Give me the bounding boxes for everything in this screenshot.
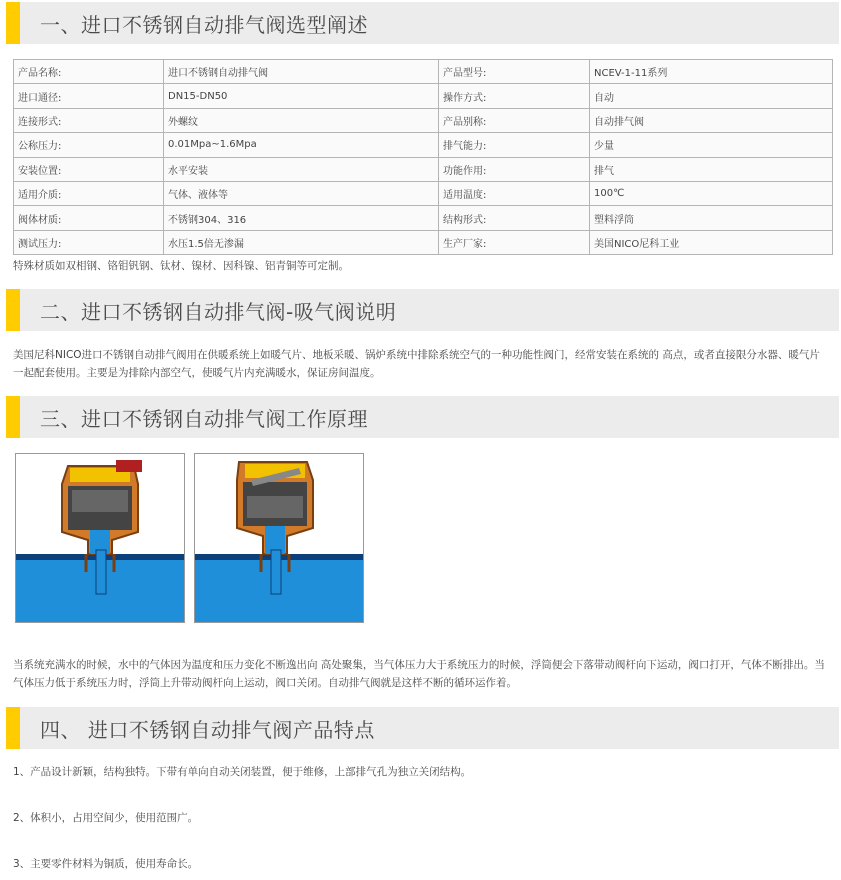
- valve-diagram-closed: [15, 453, 185, 623]
- table-row: [14, 108, 833, 132]
- spec-value-cell: 进口不锈钢自动排气阀: [164, 60, 439, 84]
- spec-label-cell: 连接形式:: [14, 108, 164, 132]
- section-header-description: [6, 289, 839, 331]
- spec-value-cell: 外螺纹: [164, 108, 439, 132]
- spec-label-cell: 测试压力:: [14, 230, 164, 254]
- spec-label-cell: 产品型号:: [439, 60, 590, 84]
- spec-value-cell: 少量: [590, 133, 833, 157]
- table-row: [14, 133, 833, 157]
- description-paragraph: 美国尼科NICO进口不锈钢自动排气阀用在供暖系统上如暖气片、地板采暖、锅炉系统中排除系统空气的一种功能性阀门，经常安装在系统的 高点，或者直接限分水器、暖气片一起配套使用。主要是为排除内部空气，使暖气片内充满暖水，保证房间温度。: [13, 349, 820, 379]
- table-row: [14, 157, 833, 181]
- spec-value-cell: NCEV-1-11系列: [590, 60, 833, 84]
- accent-bar: [6, 396, 20, 438]
- table-row: [14, 181, 833, 205]
- spec-label-cell: 适用介质:: [14, 181, 164, 205]
- accent-bar: [6, 2, 20, 44]
- spec-label-cell: 排气能力:: [439, 133, 590, 157]
- spec-value-cell: 0.01Mpa~1.6Mpa: [164, 133, 439, 157]
- feature-item: 2、体积小，占用空间少，使用范围广。: [13, 812, 199, 824]
- table-row: [14, 84, 833, 108]
- spec-label-cell: 适用温度:: [439, 181, 590, 205]
- spec-value-cell: 自动: [590, 84, 833, 108]
- feature-item: 1、产品设计新颖，结构独特。下带有单向自动关闭装置，便于维修，上部排气孔为独立关闭结构。: [13, 766, 472, 778]
- spec-value-cell: 不锈钢304、316: [164, 206, 439, 230]
- feature-item: 3、主要零件材料为铜质，使用寿命长。: [13, 858, 199, 870]
- table-row: [14, 60, 833, 84]
- spec-value-cell: 排气: [590, 157, 833, 181]
- table-row: [14, 206, 833, 230]
- accent-bar: [6, 707, 20, 749]
- spec-label-cell: 功能作用:: [439, 157, 590, 181]
- spec-value-cell: 水平安装: [164, 157, 439, 181]
- valve-diagram-open: [194, 453, 364, 623]
- accent-bar: [6, 289, 20, 331]
- table-row: [14, 230, 833, 254]
- spec-label-cell: 阀体材质:: [14, 206, 164, 230]
- section-title: 三、进口不锈钢自动排气阀工作原理: [40, 406, 368, 431]
- section-header-principle: [6, 396, 839, 438]
- spec-label-cell: 安装位置:: [14, 157, 164, 181]
- section-header-features: [6, 707, 839, 749]
- principle-paragraph: 当系统充满水的时候，水中的气体因为温度和压力变化不断逸出向 高处聚集，当气体压力大于系统压力的时候，浮筒便会下落带动阀杆向下运动，阀口打开，气体不断排出。当气体压力低于系统压力时，浮筒上升带动阀杆向上运动，阀口关闭。自动排气阀就是这样不断的循环运作着。: [13, 659, 825, 689]
- spec-value-cell: 美国NICO尼科工业: [590, 230, 833, 254]
- section-header-selection: [6, 2, 839, 44]
- table-note: 特殊材质如双相钢、铬钼钒钢、钛材、镍材、因科镍、铝青铜等可定制。: [13, 260, 349, 272]
- spec-value-cell: DN15-DN50: [164, 84, 439, 108]
- spec-value-cell: 水压1.5倍无渗漏: [164, 230, 439, 254]
- spec-label-cell: 结构形式:: [439, 206, 590, 230]
- section-title: 一、进口不锈钢自动排气阀选型阐述: [40, 12, 368, 37]
- spec-value-cell: 自动排气阀: [590, 108, 833, 132]
- spec-value-cell: 塑料浮筒: [590, 206, 833, 230]
- spec-label-cell: 进口通径:: [14, 84, 164, 108]
- spec-label-cell: 产品名称:: [14, 60, 164, 84]
- section-title: 四、 进口不锈钢自动排气阀产品特点: [40, 717, 375, 742]
- spec-label-cell: 公称压力:: [14, 133, 164, 157]
- spec-label-cell: 产品别称:: [439, 108, 590, 132]
- spec-label-cell: 操作方式:: [439, 84, 590, 108]
- spec-table: [13, 59, 833, 255]
- spec-value-cell: 气体、液体等: [164, 181, 439, 205]
- section-title: 二、进口不锈钢自动排气阀-吸气阀说明: [40, 299, 397, 324]
- spec-label-cell: 生产厂家:: [439, 230, 590, 254]
- spec-value-cell: 100℃: [590, 181, 833, 205]
